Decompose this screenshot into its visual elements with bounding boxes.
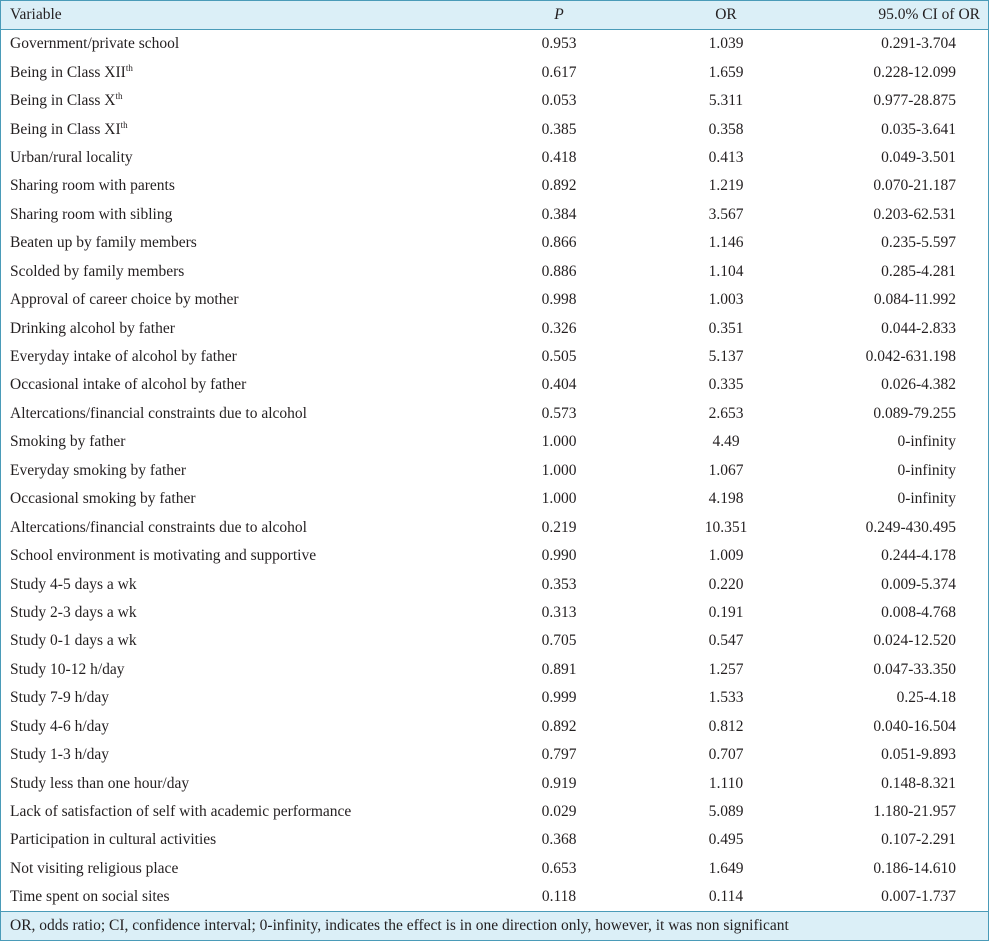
table-row [1, 428, 988, 456]
cell-confidence-interval [824, 769, 988, 797]
cell-odds-ratio [628, 656, 824, 684]
cell-odds-ratio [628, 713, 824, 741]
cell-p-value [490, 457, 628, 485]
cell-confidence-interval-text: 0.042-631.198 [865, 348, 956, 366]
cell-variable [1, 656, 490, 684]
table-row [1, 457, 988, 485]
cell-odds-ratio-text: 0.220 [708, 575, 744, 593]
cell-variable [1, 343, 490, 371]
cell-p-value-text: 0.404 [541, 376, 577, 394]
table-row [1, 30, 988, 59]
cell-odds-ratio [628, 485, 824, 513]
table-row [1, 258, 988, 286]
cell-p-value [490, 428, 628, 456]
cell-variable [1, 58, 490, 86]
cell-variable [1, 883, 490, 911]
table-row [1, 58, 988, 86]
ordinal-superscript: th [115, 91, 123, 102]
cell-confidence-interval-text: 0.049-3.501 [881, 148, 956, 166]
cell-variable-text: Smoking by father [10, 433, 126, 451]
table-row [1, 570, 988, 598]
table-row [1, 599, 988, 627]
cell-odds-ratio-text: 0.495 [708, 831, 744, 849]
cell-p-value-text: 0.326 [541, 319, 577, 337]
table-row [1, 229, 988, 257]
cell-variable-text: Approval of career choice by mother [10, 291, 239, 309]
cell-variable [1, 542, 490, 570]
cell-p-value [490, 713, 628, 741]
cell-p-value [490, 87, 628, 115]
cell-odds-ratio [628, 428, 824, 456]
cell-confidence-interval-text: 0.040-16.504 [873, 717, 956, 735]
cell-variable [1, 115, 490, 143]
cell-variable-text: Occasional intake of alcohol by father [10, 376, 247, 394]
cell-confidence-interval-text: 0-infinity [897, 433, 956, 451]
cell-p-value-text: 0.886 [541, 262, 577, 280]
cell-p-value-text: 0.053 [541, 92, 577, 110]
cell-variable-text: Everyday intake of alcohol by father [10, 348, 237, 366]
table-row [1, 485, 988, 513]
cell-p-value-text: 0.118 [541, 888, 577, 906]
cell-p-value [490, 656, 628, 684]
cell-p-value [490, 769, 628, 797]
cell-variable-text: Time spent on social sites [10, 888, 170, 906]
cell-confidence-interval [824, 286, 988, 314]
cell-confidence-interval-text: 0.244-4.178 [881, 547, 956, 565]
cell-odds-ratio [628, 883, 824, 911]
cell-p-value [490, 172, 628, 200]
cell-odds-ratio-text: 0.547 [708, 632, 744, 650]
table-row [1, 883, 988, 911]
cell-confidence-interval [824, 400, 988, 428]
cell-confidence-interval [824, 58, 988, 86]
cell-confidence-interval-text: 0.203-62.531 [873, 205, 956, 223]
cell-confidence-interval-text: 0.051-9.893 [881, 746, 956, 764]
cell-confidence-interval-text: 0-infinity [897, 490, 956, 508]
cell-variable-text: Being in Class X [10, 92, 116, 110]
cell-odds-ratio-text: 10.351 [704, 518, 748, 536]
cell-p-value-text: 0.313 [541, 603, 577, 621]
cell-p-value-text: 1.000 [541, 433, 577, 451]
cell-odds-ratio [628, 684, 824, 712]
cell-variable [1, 400, 490, 428]
cell-p-value-text: 1.000 [541, 490, 577, 508]
cell-confidence-interval-text: 0.228-12.099 [873, 63, 956, 81]
cell-confidence-interval [824, 883, 988, 911]
table-row [1, 798, 988, 826]
table-row [1, 855, 988, 883]
cell-variable [1, 826, 490, 854]
cell-variable-text: Beaten up by family members [10, 234, 197, 252]
cell-confidence-interval-text: 0.035-3.641 [881, 120, 956, 138]
cell-confidence-interval-text: 0.291-3.704 [881, 35, 956, 53]
cell-confidence-interval [824, 684, 988, 712]
cell-p-value-text: 0.353 [541, 575, 577, 593]
cell-confidence-interval [824, 229, 988, 257]
header-p-value: P [554, 6, 564, 23]
cell-odds-ratio-text: 0.358 [708, 120, 744, 138]
cell-p-value-text: 0.385 [541, 120, 577, 138]
table-row [1, 286, 988, 314]
cell-confidence-interval-text: 0.235-5.597 [881, 234, 956, 252]
cell-odds-ratio-text: 1.533 [708, 689, 744, 707]
cell-p-value [490, 684, 628, 712]
cell-variable-text: Urban/rural locality [10, 148, 133, 166]
table-row [1, 343, 988, 371]
cell-variable [1, 30, 490, 59]
cell-odds-ratio [628, 201, 824, 229]
table-row [1, 713, 988, 741]
cell-variable [1, 599, 490, 627]
cell-confidence-interval [824, 855, 988, 883]
cell-p-value-text: 0.866 [541, 234, 577, 252]
table-row [1, 627, 988, 655]
cell-p-value [490, 741, 628, 769]
cell-odds-ratio-text: 1.003 [708, 291, 744, 309]
cell-odds-ratio-text: 1.009 [708, 547, 744, 565]
cell-variable [1, 229, 490, 257]
cell-variable-text: Study 2-3 days a wk [10, 603, 137, 621]
cell-confidence-interval [824, 713, 988, 741]
cell-p-value [490, 371, 628, 399]
cell-p-value-text: 0.797 [541, 746, 577, 764]
cell-variable [1, 144, 490, 172]
table-row [1, 741, 988, 769]
cell-variable-text: Altercations/financial constraints due to alcohol [10, 518, 307, 536]
cell-p-value-text: 0.990 [541, 547, 577, 565]
table-row [1, 513, 988, 541]
table-row [1, 201, 988, 229]
cell-odds-ratio-text: 0.413 [708, 148, 744, 166]
cell-variable-text: Scolded by family members [10, 262, 185, 280]
cell-variable [1, 87, 490, 115]
cell-odds-ratio [628, 172, 824, 200]
cell-odds-ratio-text: 1.659 [708, 63, 744, 81]
cell-confidence-interval-text: 0.186-14.610 [873, 859, 956, 877]
cell-variable-text: Sharing room with parents [10, 177, 175, 195]
cell-variable [1, 428, 490, 456]
table-row [1, 542, 988, 570]
ordinal-superscript: th [120, 119, 128, 130]
cell-p-value [490, 798, 628, 826]
cell-confidence-interval [824, 172, 988, 200]
cell-p-value [490, 258, 628, 286]
table-row [1, 656, 988, 684]
cell-confidence-interval [824, 798, 988, 826]
cell-variable-text: Study 7-9 h/day [10, 689, 110, 707]
cell-odds-ratio-text: 1.257 [708, 660, 744, 678]
cell-odds-ratio [628, 457, 824, 485]
cell-variable-text: Lack of satisfaction of self with academic performance [10, 803, 352, 821]
cell-p-value [490, 30, 628, 59]
cell-odds-ratio [628, 400, 824, 428]
cell-variable-text: Everyday smoking by father [10, 461, 187, 479]
cell-p-value [490, 314, 628, 342]
cell-confidence-interval-text: 0.044-2.833 [881, 319, 956, 337]
cell-p-value [490, 343, 628, 371]
cell-odds-ratio-text: 1.146 [708, 234, 744, 252]
cell-confidence-interval-text: 0.249-430.495 [865, 518, 956, 536]
cell-confidence-interval [824, 826, 988, 854]
cell-confidence-interval-text: 0.084-11.992 [873, 291, 956, 309]
table-footnote: OR, odds ratio; CI, confidence interval; 0-infinity, indicates the effect is in one direction only, however, it was non significant [1, 911, 988, 941]
cell-odds-ratio-text: 2.653 [708, 404, 744, 422]
cell-odds-ratio [628, 855, 824, 883]
cell-variable-text: Being in Class XI [10, 120, 121, 138]
cell-variable-text: School environment is motivating and supportive [10, 547, 317, 565]
header-variable: Variable [10, 6, 62, 23]
header-odds-ratio: OR [715, 6, 737, 23]
cell-odds-ratio [628, 314, 824, 342]
cell-variable [1, 457, 490, 485]
cell-odds-ratio [628, 570, 824, 598]
cell-odds-ratio [628, 286, 824, 314]
cell-variable [1, 713, 490, 741]
cell-odds-ratio [628, 371, 824, 399]
cell-odds-ratio-text: 1.067 [708, 461, 744, 479]
cell-variable [1, 684, 490, 712]
cell-confidence-interval [824, 599, 988, 627]
table-row [1, 769, 988, 797]
cell-variable [1, 371, 490, 399]
cell-confidence-interval [824, 627, 988, 655]
table-header [1, 1, 988, 30]
cell-variable [1, 769, 490, 797]
cell-confidence-interval [824, 513, 988, 541]
cell-odds-ratio-text: 5.137 [708, 348, 744, 366]
cell-p-value [490, 58, 628, 86]
cell-odds-ratio-text: 3.567 [708, 205, 744, 223]
cell-odds-ratio-text: 1.104 [708, 262, 744, 280]
cell-p-value [490, 115, 628, 143]
cell-variable-text: Altercations/financial constraints due to alcohol [10, 404, 307, 422]
table-row [1, 826, 988, 854]
cell-variable [1, 286, 490, 314]
cell-variable [1, 485, 490, 513]
cell-p-value-text: 0.999 [541, 689, 577, 707]
cell-odds-ratio-text: 1.110 [708, 774, 744, 792]
cell-variable [1, 314, 490, 342]
cell-variable-text: Study 4-5 days a wk [10, 575, 137, 593]
cell-odds-ratio-text: 5.089 [708, 803, 744, 821]
cell-odds-ratio-text: 4.49 [712, 433, 740, 451]
table-body [1, 30, 988, 912]
cell-confidence-interval [824, 656, 988, 684]
cell-p-value-text: 0.617 [541, 63, 577, 81]
cell-confidence-interval-text: 0.026-4.382 [881, 376, 956, 394]
cell-odds-ratio [628, 229, 824, 257]
cell-variable-text: Occasional smoking by father [10, 490, 196, 508]
cell-odds-ratio-text: 0.114 [708, 888, 744, 906]
cell-variable-text: Study 0-1 days a wk [10, 632, 137, 650]
cell-p-value-text: 0.892 [541, 177, 577, 195]
cell-odds-ratio [628, 258, 824, 286]
cell-confidence-interval-text: 0.107-2.291 [881, 831, 956, 849]
cell-odds-ratio [628, 627, 824, 655]
cell-confidence-interval [824, 371, 988, 399]
cell-variable-text: Study 1-3 h/day [10, 746, 110, 764]
cell-p-value [490, 627, 628, 655]
cell-confidence-interval [824, 87, 988, 115]
cell-p-value-text: 0.384 [541, 205, 577, 223]
cell-variable [1, 570, 490, 598]
cell-variable-text: Drinking alcohol by father [10, 319, 175, 337]
cell-variable [1, 172, 490, 200]
cell-p-value-text: 0.653 [541, 859, 577, 877]
cell-p-value [490, 513, 628, 541]
cell-odds-ratio [628, 115, 824, 143]
cell-p-value-text: 0.219 [541, 518, 577, 536]
cell-p-value [490, 286, 628, 314]
cell-p-value-text: 0.891 [541, 660, 577, 678]
cell-variable-text: Sharing room with sibling [10, 205, 173, 223]
cell-odds-ratio [628, 599, 824, 627]
cell-odds-ratio-text: 0.812 [708, 717, 744, 735]
cell-p-value [490, 229, 628, 257]
header-confidence-interval: 95.0% CI of OR [878, 6, 980, 23]
cell-odds-ratio-text: 0.707 [708, 746, 744, 764]
cell-variable-text: Government/private school [10, 35, 180, 53]
cell-p-value [490, 542, 628, 570]
cell-confidence-interval [824, 542, 988, 570]
cell-odds-ratio [628, 741, 824, 769]
table-row [1, 87, 988, 115]
cell-odds-ratio-text: 0.335 [708, 376, 744, 394]
cell-variable [1, 855, 490, 883]
header-row [1, 1, 988, 30]
cell-variable-text: Being in Class XII [10, 63, 126, 81]
table-row [1, 684, 988, 712]
cell-confidence-interval [824, 201, 988, 229]
cell-p-value [490, 855, 628, 883]
table-row [1, 371, 988, 399]
cell-confidence-interval [824, 570, 988, 598]
cell-confidence-interval-text: 0.024-12.520 [873, 632, 956, 650]
cell-p-value-text: 1.000 [541, 461, 577, 479]
cell-confidence-interval-text: 0.148-8.321 [881, 774, 956, 792]
cell-confidence-interval [824, 343, 988, 371]
cell-confidence-interval [824, 741, 988, 769]
cell-confidence-interval-text: 0.977-28.875 [873, 92, 956, 110]
cell-variable-text: Not visiting religious place [10, 859, 179, 877]
cell-confidence-interval-text: 0.008-4.768 [881, 603, 956, 621]
cell-odds-ratio-text: 5.311 [708, 92, 744, 110]
cell-odds-ratio [628, 30, 824, 59]
odds-ratio-table [1, 0, 988, 912]
cell-confidence-interval [824, 428, 988, 456]
cell-confidence-interval [824, 485, 988, 513]
cell-variable [1, 798, 490, 826]
cell-confidence-interval [824, 30, 988, 59]
cell-variable [1, 258, 490, 286]
cell-variable-text: Study 4-6 h/day [10, 717, 110, 735]
cell-variable-text: Participation in cultural activities [10, 831, 217, 849]
table-row [1, 144, 988, 172]
cell-p-value [490, 485, 628, 513]
cell-p-value-text: 0.368 [541, 831, 577, 849]
cell-p-value-text: 0.029 [541, 803, 577, 821]
cell-odds-ratio-text: 1.649 [708, 859, 744, 877]
cell-confidence-interval [824, 314, 988, 342]
cell-p-value [490, 400, 628, 428]
cell-p-value-text: 0.919 [541, 774, 577, 792]
cell-variable-text: Study 10-12 h/day [10, 660, 125, 678]
cell-odds-ratio [628, 343, 824, 371]
cell-confidence-interval-text: 1.180-21.957 [873, 803, 956, 821]
cell-confidence-interval-text: 0.007-1.737 [881, 888, 956, 906]
cell-p-value [490, 599, 628, 627]
cell-odds-ratio [628, 542, 824, 570]
cell-confidence-interval-text: 0-infinity [897, 461, 956, 479]
cell-p-value-text: 0.892 [541, 717, 577, 735]
cell-variable-text: Study less than one hour/day [10, 774, 190, 792]
cell-p-value-text: 0.573 [541, 404, 577, 422]
cell-confidence-interval-text: 0.047-33.350 [873, 660, 956, 678]
cell-odds-ratio [628, 513, 824, 541]
cell-odds-ratio [628, 826, 824, 854]
cell-confidence-interval [824, 258, 988, 286]
cell-odds-ratio-text: 0.351 [708, 319, 744, 337]
cell-variable [1, 627, 490, 655]
cell-confidence-interval-text: 0.009-5.374 [881, 575, 956, 593]
cell-p-value-text: 0.953 [541, 35, 577, 53]
table-row [1, 314, 988, 342]
cell-confidence-interval-text: 0.089-79.255 [873, 404, 956, 422]
cell-p-value [490, 883, 628, 911]
cell-variable [1, 201, 490, 229]
cell-variable [1, 513, 490, 541]
cell-odds-ratio-text: 0.191 [708, 603, 744, 621]
cell-odds-ratio [628, 58, 824, 86]
table-row [1, 172, 988, 200]
cell-p-value [490, 144, 628, 172]
cell-p-value [490, 201, 628, 229]
cell-p-value [490, 826, 628, 854]
cell-odds-ratio-text: 4.198 [708, 490, 744, 508]
cell-confidence-interval [824, 115, 988, 143]
cell-p-value [490, 570, 628, 598]
cell-p-value-text: 0.418 [541, 148, 577, 166]
cell-confidence-interval-text: 0.070-21.187 [873, 177, 956, 195]
cell-confidence-interval-text: 0.285-4.281 [881, 262, 956, 280]
table-row [1, 400, 988, 428]
cell-p-value-text: 0.998 [541, 291, 577, 309]
cell-p-value-text: 0.705 [541, 632, 577, 650]
cell-odds-ratio [628, 144, 824, 172]
cell-odds-ratio-text: 1.219 [708, 177, 744, 195]
ordinal-superscript: th [125, 62, 133, 73]
cell-odds-ratio [628, 798, 824, 826]
cell-p-value-text: 0.505 [541, 348, 577, 366]
table-row [1, 115, 988, 143]
cell-confidence-interval [824, 144, 988, 172]
cell-odds-ratio [628, 769, 824, 797]
cell-confidence-interval [824, 457, 988, 485]
cell-odds-ratio [628, 87, 824, 115]
cell-confidence-interval-text: 0.25-4.18 [896, 689, 956, 707]
cell-odds-ratio-text: 1.039 [708, 35, 744, 53]
cell-variable [1, 741, 490, 769]
